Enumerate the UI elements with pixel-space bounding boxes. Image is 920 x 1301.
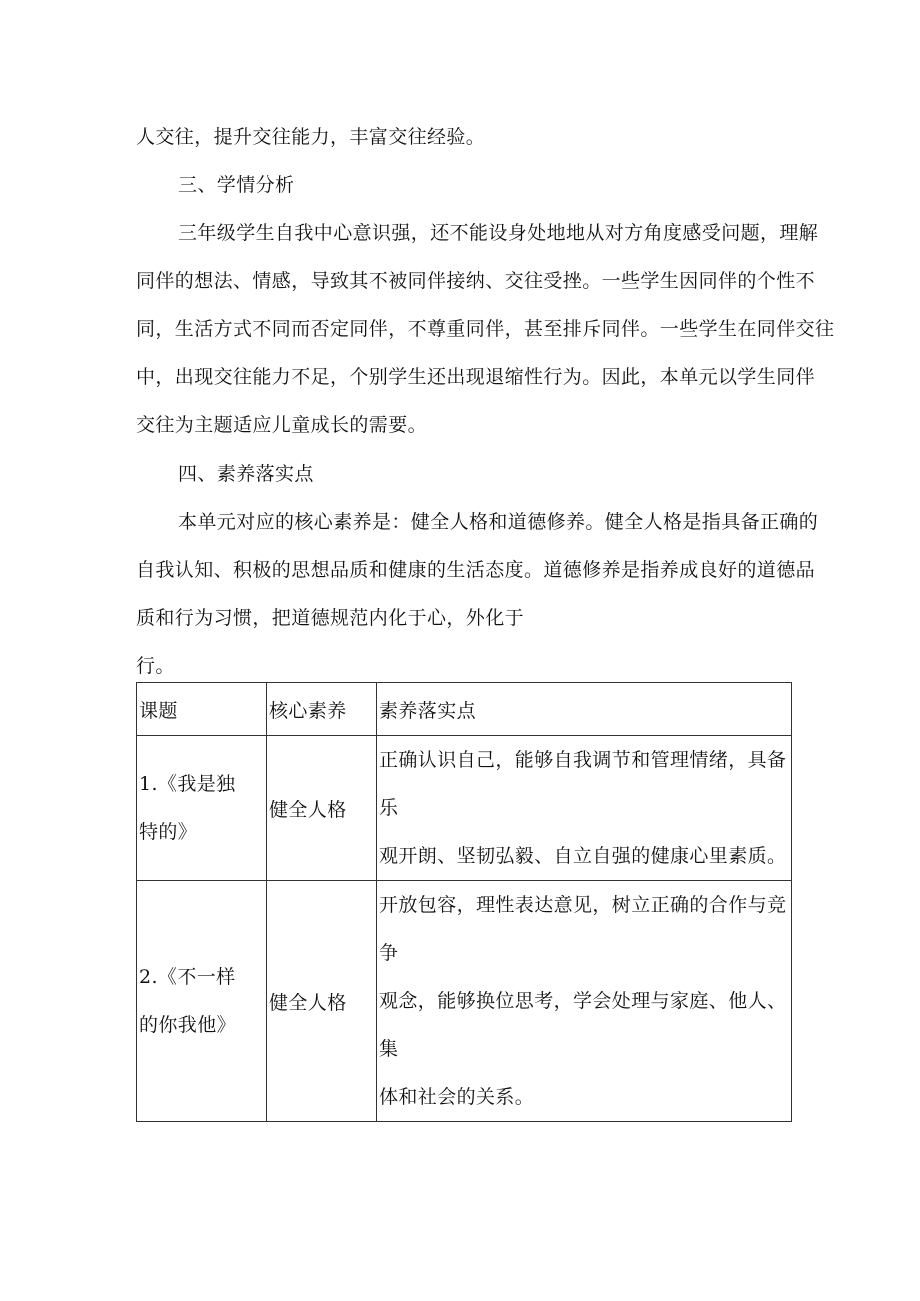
point-line: 正确认识自己，能够自我调节和管理情绪，具备乐 [379, 749, 787, 819]
literacy-text: 健全人格 [269, 991, 347, 1014]
point-line: 观念，能够换位思考，学会处理与家庭、他人、集 [379, 990, 787, 1060]
topic-line: 的你我他》 [139, 1014, 237, 1036]
point-line: 体和社会的关系。 [379, 1086, 535, 1108]
point-line: 开放包容，理性表达意见，树立正确的合作与竞争 [379, 894, 787, 964]
literacy-text: 健全人格 [269, 798, 347, 821]
table-cell-topic [137, 881, 267, 1122]
topic-line: 2.《不一样 [139, 966, 236, 988]
paragraph-line: 质和行为习惯，把道德规范内化于心，外化于 [136, 607, 525, 629]
paragraph-line: 三年级学生自我中心意识强，还不能设身处地地从对方角度感受问题，理解 [178, 222, 819, 244]
table-row [137, 881, 792, 1122]
table-cell-point [377, 736, 792, 881]
paragraph-line: 本单元对应的核心素养是：健全人格和道德修养。健全人格是指具备正确的 [178, 511, 819, 533]
table-cell-point [377, 881, 792, 1122]
table-cell-topic [137, 736, 267, 881]
paragraph-line: 人交往，提升交往能力，丰富交往经验。 [136, 126, 486, 148]
table-cell-literacy [267, 881, 377, 1122]
paragraph-line: 同，生活方式不同而否定同伴，不尊重同伴，甚至排斥同伴。一些学生在同伴交往 [136, 318, 835, 340]
table-header-cell: 课题 [137, 683, 267, 736]
paragraph-line: 行。 [136, 655, 175, 677]
paragraph-line: 交往为主题适应儿童成长的需要。 [136, 414, 428, 436]
section-heading-literacy-points: 四、素养落实点 [178, 463, 314, 485]
point-line: 观开朗、坚韧弘毅、自立自强的健康心里素质。 [379, 845, 787, 867]
paragraph-line: 中，出现交往能力不足，个别学生还出现退缩性行为。因此，本单元以学生同伴 [136, 366, 816, 388]
table-header-row [137, 683, 792, 736]
literacy-table [136, 682, 792, 1122]
table-header-cell: 核心素养 [267, 683, 377, 736]
table-header-cell: 素养落实点 [377, 683, 792, 736]
paragraph-line: 自我认知、积极的思想品质和健康的生活态度。道德修养是指养成良好的道德品 [136, 559, 816, 581]
section-heading-learning-analysis: 三、学情分析 [178, 174, 295, 196]
paragraph-line: 同伴的想法、情感，导致其不被同伴接纳、交往受挫。一些学生因同伴的个性不 [136, 270, 816, 292]
topic-line: 特的》 [139, 821, 198, 843]
topic-line: 1.《我是独 [139, 773, 236, 795]
table-row [137, 736, 792, 881]
table-cell-literacy [267, 736, 377, 881]
